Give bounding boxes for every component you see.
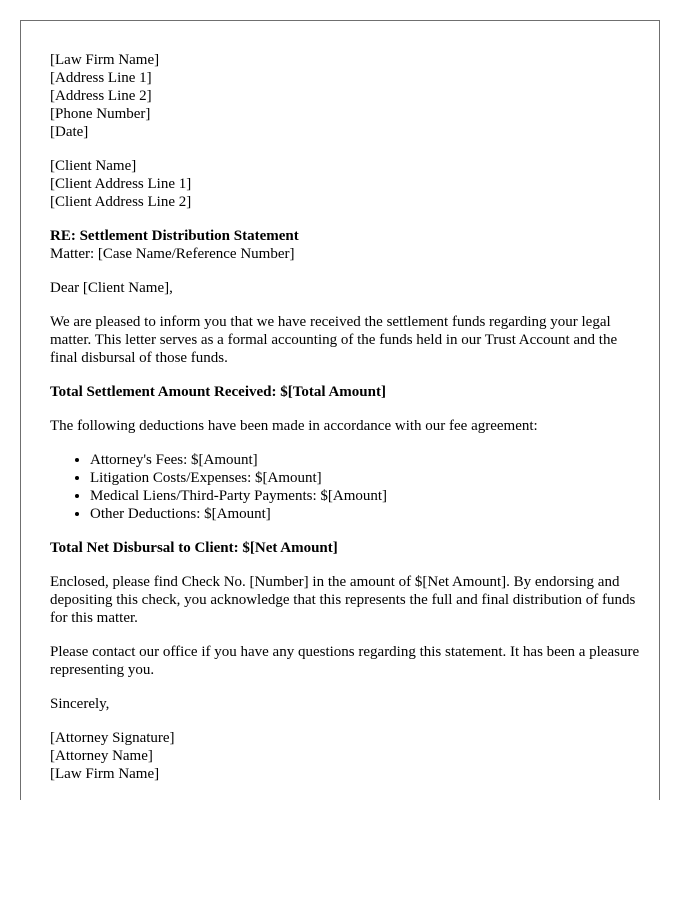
letter-date: [Date] xyxy=(50,124,89,140)
closing-paragraph-text: Please contact our office if you have any questions regarding this statement. It has been a pleasure representing you. xyxy=(50,644,640,678)
intro-text: We are pleased to inform you that we have received the settlement funds regarding your legal matter. This letter serves as a formal accounting of the funds held in our Trust Account and the final disbursal of those funds. xyxy=(50,314,618,366)
salutation xyxy=(50,279,640,297)
sender-block xyxy=(50,51,640,141)
signature-firm-name: [Law Firm Name] xyxy=(50,766,160,782)
closing-text: Sincerely, xyxy=(50,696,110,712)
deduction-item: • Attorney's Fees: $[Amount] xyxy=(90,451,640,469)
deductions-list xyxy=(50,451,640,523)
deductions-intro-text: The following deductions have been made in accordance with our fee agreement: xyxy=(50,418,538,434)
total-received-text: Total Settlement Amount Received: $[Total Amount] xyxy=(50,384,386,400)
deduction-item: • Litigation Costs/Expenses: $[Amount] xyxy=(90,469,640,487)
recipient-block xyxy=(50,157,640,211)
sender-firm-name: [Law Firm Name] xyxy=(50,52,160,68)
deduction-item: • Other Deductions: $[Amount] xyxy=(90,505,640,523)
enclosure-paragraph xyxy=(50,573,640,627)
closing-paragraph xyxy=(50,643,640,679)
sender-phone: [Phone Number] xyxy=(50,106,151,122)
intro-paragraph xyxy=(50,313,640,367)
deductions-intro xyxy=(50,417,640,435)
matter-line: Matter: [Case Name/Reference Number] xyxy=(50,246,295,262)
salutation-text: Dear [Client Name], xyxy=(50,280,173,296)
net-disbursal xyxy=(50,539,640,557)
closing xyxy=(50,695,640,713)
enclosure-text: Enclosed, please find Check No. [Number] in the amount of $[Net Amount]. By endorsing and depositing this check, you acknowledge that this represents the full and final distribution of funds for this matter. xyxy=(50,574,636,626)
letter-body xyxy=(50,51,640,783)
attorney-signature: [Attorney Signature] xyxy=(50,730,175,746)
signature-block xyxy=(50,729,640,783)
sender-address-line-1: [Address Line 1] xyxy=(50,70,152,86)
recipient-name: [Client Name] xyxy=(50,158,137,174)
attorney-name: [Attorney Name] xyxy=(50,748,153,764)
deductions-list-block xyxy=(50,451,640,523)
letter-page xyxy=(20,20,660,800)
total-received xyxy=(50,383,640,401)
recipient-address-line-2: [Client Address Line 2] xyxy=(50,194,192,210)
subject-block xyxy=(50,227,640,263)
deduction-item: • Medical Liens/Third-Party Payments: $[Amount] xyxy=(90,487,640,505)
net-disbursal-text: Total Net Disbursal to Client: $[Net Amount] xyxy=(50,540,338,556)
recipient-address-line-1: [Client Address Line 1] xyxy=(50,176,192,192)
subject-line: RE: Settlement Distribution Statement xyxy=(50,228,299,244)
sender-address-line-2: [Address Line 2] xyxy=(50,88,152,104)
